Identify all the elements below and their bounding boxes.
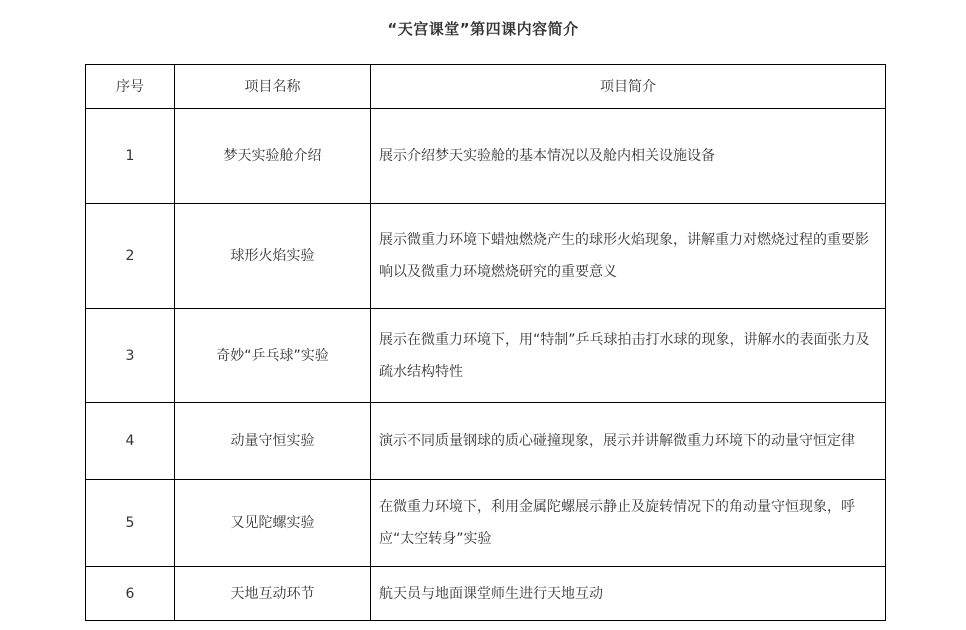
course-content-table (85, 64, 886, 621)
row-number: 6 (86, 567, 175, 621)
row-number: 3 (86, 309, 175, 403)
row-item-description: 展示介绍梦天实验舱的基本情况以及舱内相关设施设备 (371, 109, 886, 204)
table-row (86, 204, 886, 309)
row-item-name: 球形火焰实验 (175, 204, 371, 309)
row-item-name: 梦天实验舱介绍 (175, 109, 371, 204)
table-row (86, 109, 886, 204)
table-row (86, 309, 886, 403)
row-item-description: 航天员与地面课堂师生进行天地互动 (371, 567, 886, 621)
header-serial-number: 序号 (86, 65, 175, 109)
table-row (86, 480, 886, 567)
header-item-name: 项目名称 (175, 65, 371, 109)
table-header-row (86, 65, 886, 109)
row-item-name: 奇妙“乒乓球”实验 (175, 309, 371, 403)
row-number: 4 (86, 403, 175, 480)
table-row (86, 403, 886, 480)
row-item-description: 展示在微重力环境下，用“特制”乒乓球拍击打水球的现象，讲解水的表面张力及疏水结构特性 (371, 309, 886, 403)
row-number: 2 (86, 204, 175, 309)
row-item-name: 天地互动环节 (175, 567, 371, 621)
table-row (86, 567, 886, 621)
row-item-description: 演示不同质量钢球的质心碰撞现象，展示并讲解微重力环境下的动量守恒定律 (371, 403, 886, 480)
row-item-description: 在微重力环境下，利用金属陀螺展示静止及旋转情况下的角动量守恒现象，呼应“太空转身”实验 (371, 480, 886, 567)
page-title: “天宫课堂”第四课内容简介 (387, 20, 579, 38)
row-item-description: 展示微重力环境下蜡烛燃烧产生的球形火焰现象，讲解重力对燃烧过程的重要影响以及微重力环境燃烧研究的重要意义 (371, 204, 886, 309)
row-item-name: 动量守恒实验 (175, 403, 371, 480)
header-item-description: 项目简介 (371, 65, 886, 109)
row-number: 5 (86, 480, 175, 567)
row-item-name: 又见陀螺实验 (175, 480, 371, 567)
row-number: 1 (86, 109, 175, 204)
